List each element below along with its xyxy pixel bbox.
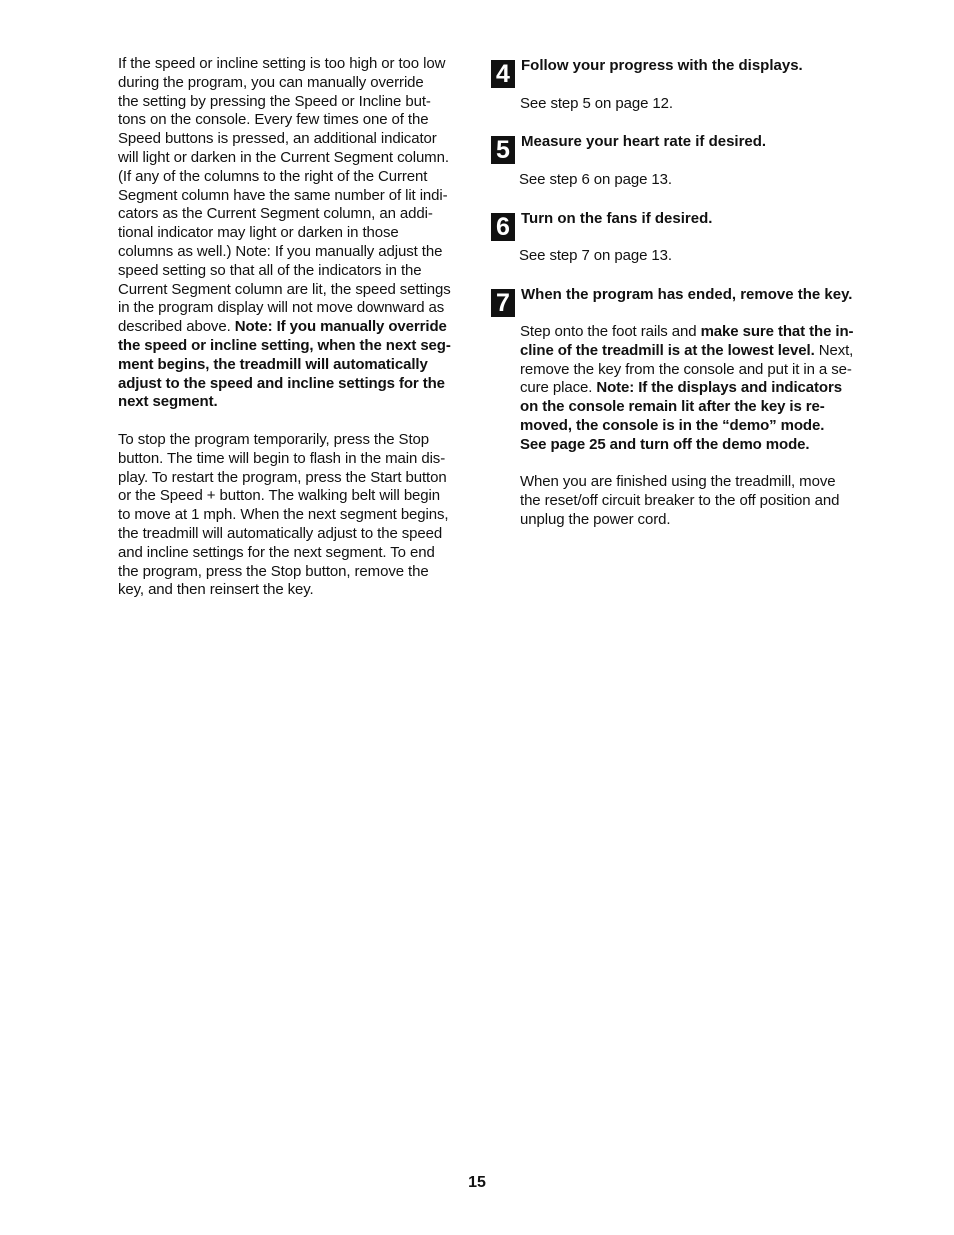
step-title: Turn on the fans if desired. bbox=[521, 210, 713, 227]
step-body bbox=[520, 323, 872, 530]
text-line: Current Segment column are lit, the speed settings bbox=[118, 280, 451, 298]
text-line: tional indicator may light or darken in those bbox=[118, 224, 399, 242]
circuit-breaker-paragraph bbox=[520, 473, 872, 529]
remove-key-paragraph bbox=[520, 323, 872, 455]
step-number-badge: 4 bbox=[491, 60, 515, 88]
text-line: cators as the Current Segment column, an addi- bbox=[118, 205, 433, 223]
text-line: during the program, you can manually override bbox=[118, 73, 424, 91]
note-text: the speed or incline setting, when the next seg- bbox=[118, 336, 451, 354]
step-number-badge: 6 bbox=[491, 213, 515, 241]
text-line: to move at 1 mph. When the next segment begins, bbox=[118, 506, 449, 524]
text-line: To stop the program temporarily, press the Stop bbox=[118, 430, 430, 448]
stop-program-paragraph bbox=[118, 431, 470, 600]
note-text: next segment. bbox=[118, 393, 218, 411]
step-body: See step 7 on page 13. bbox=[519, 247, 672, 264]
step-title: When the program has ended, remove the key. bbox=[521, 286, 853, 303]
page-number: 15 bbox=[468, 1174, 486, 1191]
text-line: Speed buttons is pressed, an additional indicator bbox=[118, 130, 437, 148]
step-body: See step 5 on page 12. bbox=[520, 95, 673, 112]
manual-override-paragraph bbox=[118, 55, 470, 412]
text-line: will light or darken in the Current Segment column. bbox=[118, 148, 449, 166]
text-line: and incline settings for the next segment. To end bbox=[118, 543, 435, 561]
text-line: speed setting so that all of the indicators in the bbox=[118, 261, 422, 279]
text-line: key, and then reinsert the key. bbox=[118, 581, 314, 599]
text-line: unplug the power cord. bbox=[520, 510, 671, 528]
step-number-badge: 5 bbox=[491, 136, 515, 164]
text-line: play. To restart the program, press the Start button bbox=[118, 468, 447, 486]
text-line: the treadmill will automatically adjust to the speed bbox=[118, 524, 443, 542]
note-text: See page 25 and turn off the demo mode. bbox=[520, 435, 810, 453]
text-line: the setting by pressing the Speed or Incline but- bbox=[118, 92, 431, 110]
text-line: When you are finished using the treadmill, move bbox=[520, 473, 836, 491]
text-line: Next, bbox=[814, 341, 854, 359]
text-line: Step onto the foot rails and bbox=[520, 323, 701, 340]
note-text: adjust to the speed and incline settings for the bbox=[118, 374, 445, 392]
text-line: remove the key from the console and put it in a se- bbox=[520, 360, 852, 378]
text-line: cure place. bbox=[520, 379, 597, 397]
text-line: tons on the console. Every few times one of the bbox=[118, 111, 429, 129]
text-line: If the speed or incline setting is too high or too low bbox=[118, 55, 446, 72]
note-text: ment begins, the treadmill will automatically bbox=[118, 355, 428, 373]
text-line: or the Speed + button. The walking belt will begin bbox=[118, 487, 441, 505]
note-text: Note: If the displays and indicators bbox=[596, 379, 842, 397]
step-title: Measure your heart rate if desired. bbox=[521, 133, 767, 150]
note-text: Note: If you manually override bbox=[234, 318, 447, 336]
note-text: cline of the treadmill is at the lowest level. bbox=[520, 341, 815, 359]
text-line: columns as well.) Note: If you manually adjust the bbox=[118, 242, 443, 260]
text-line: described above. bbox=[118, 318, 235, 336]
note-text: on the console remain lit after the key is re- bbox=[520, 398, 825, 416]
text-line: Segment column have the same number of lit indi- bbox=[118, 186, 448, 204]
step-body: See step 6 on page 13. bbox=[519, 171, 672, 188]
step-title: Follow your progress with the displays. bbox=[521, 57, 803, 74]
text-line: button. The time will begin to flash in the main dis- bbox=[118, 449, 446, 467]
step-number-badge: 7 bbox=[491, 289, 515, 317]
left-column bbox=[118, 55, 470, 600]
note-text: make sure that the in- bbox=[700, 323, 854, 340]
note-text: moved, the console is in the “demo” mode. bbox=[520, 416, 825, 434]
text-line: in the program display will not move downward as bbox=[118, 299, 445, 317]
text-line: (If any of the columns to the right of the Current bbox=[118, 167, 428, 185]
text-line: the program, press the Stop button, remove the bbox=[118, 562, 429, 580]
text-line: the reset/off circuit breaker to the off position and bbox=[520, 492, 840, 510]
